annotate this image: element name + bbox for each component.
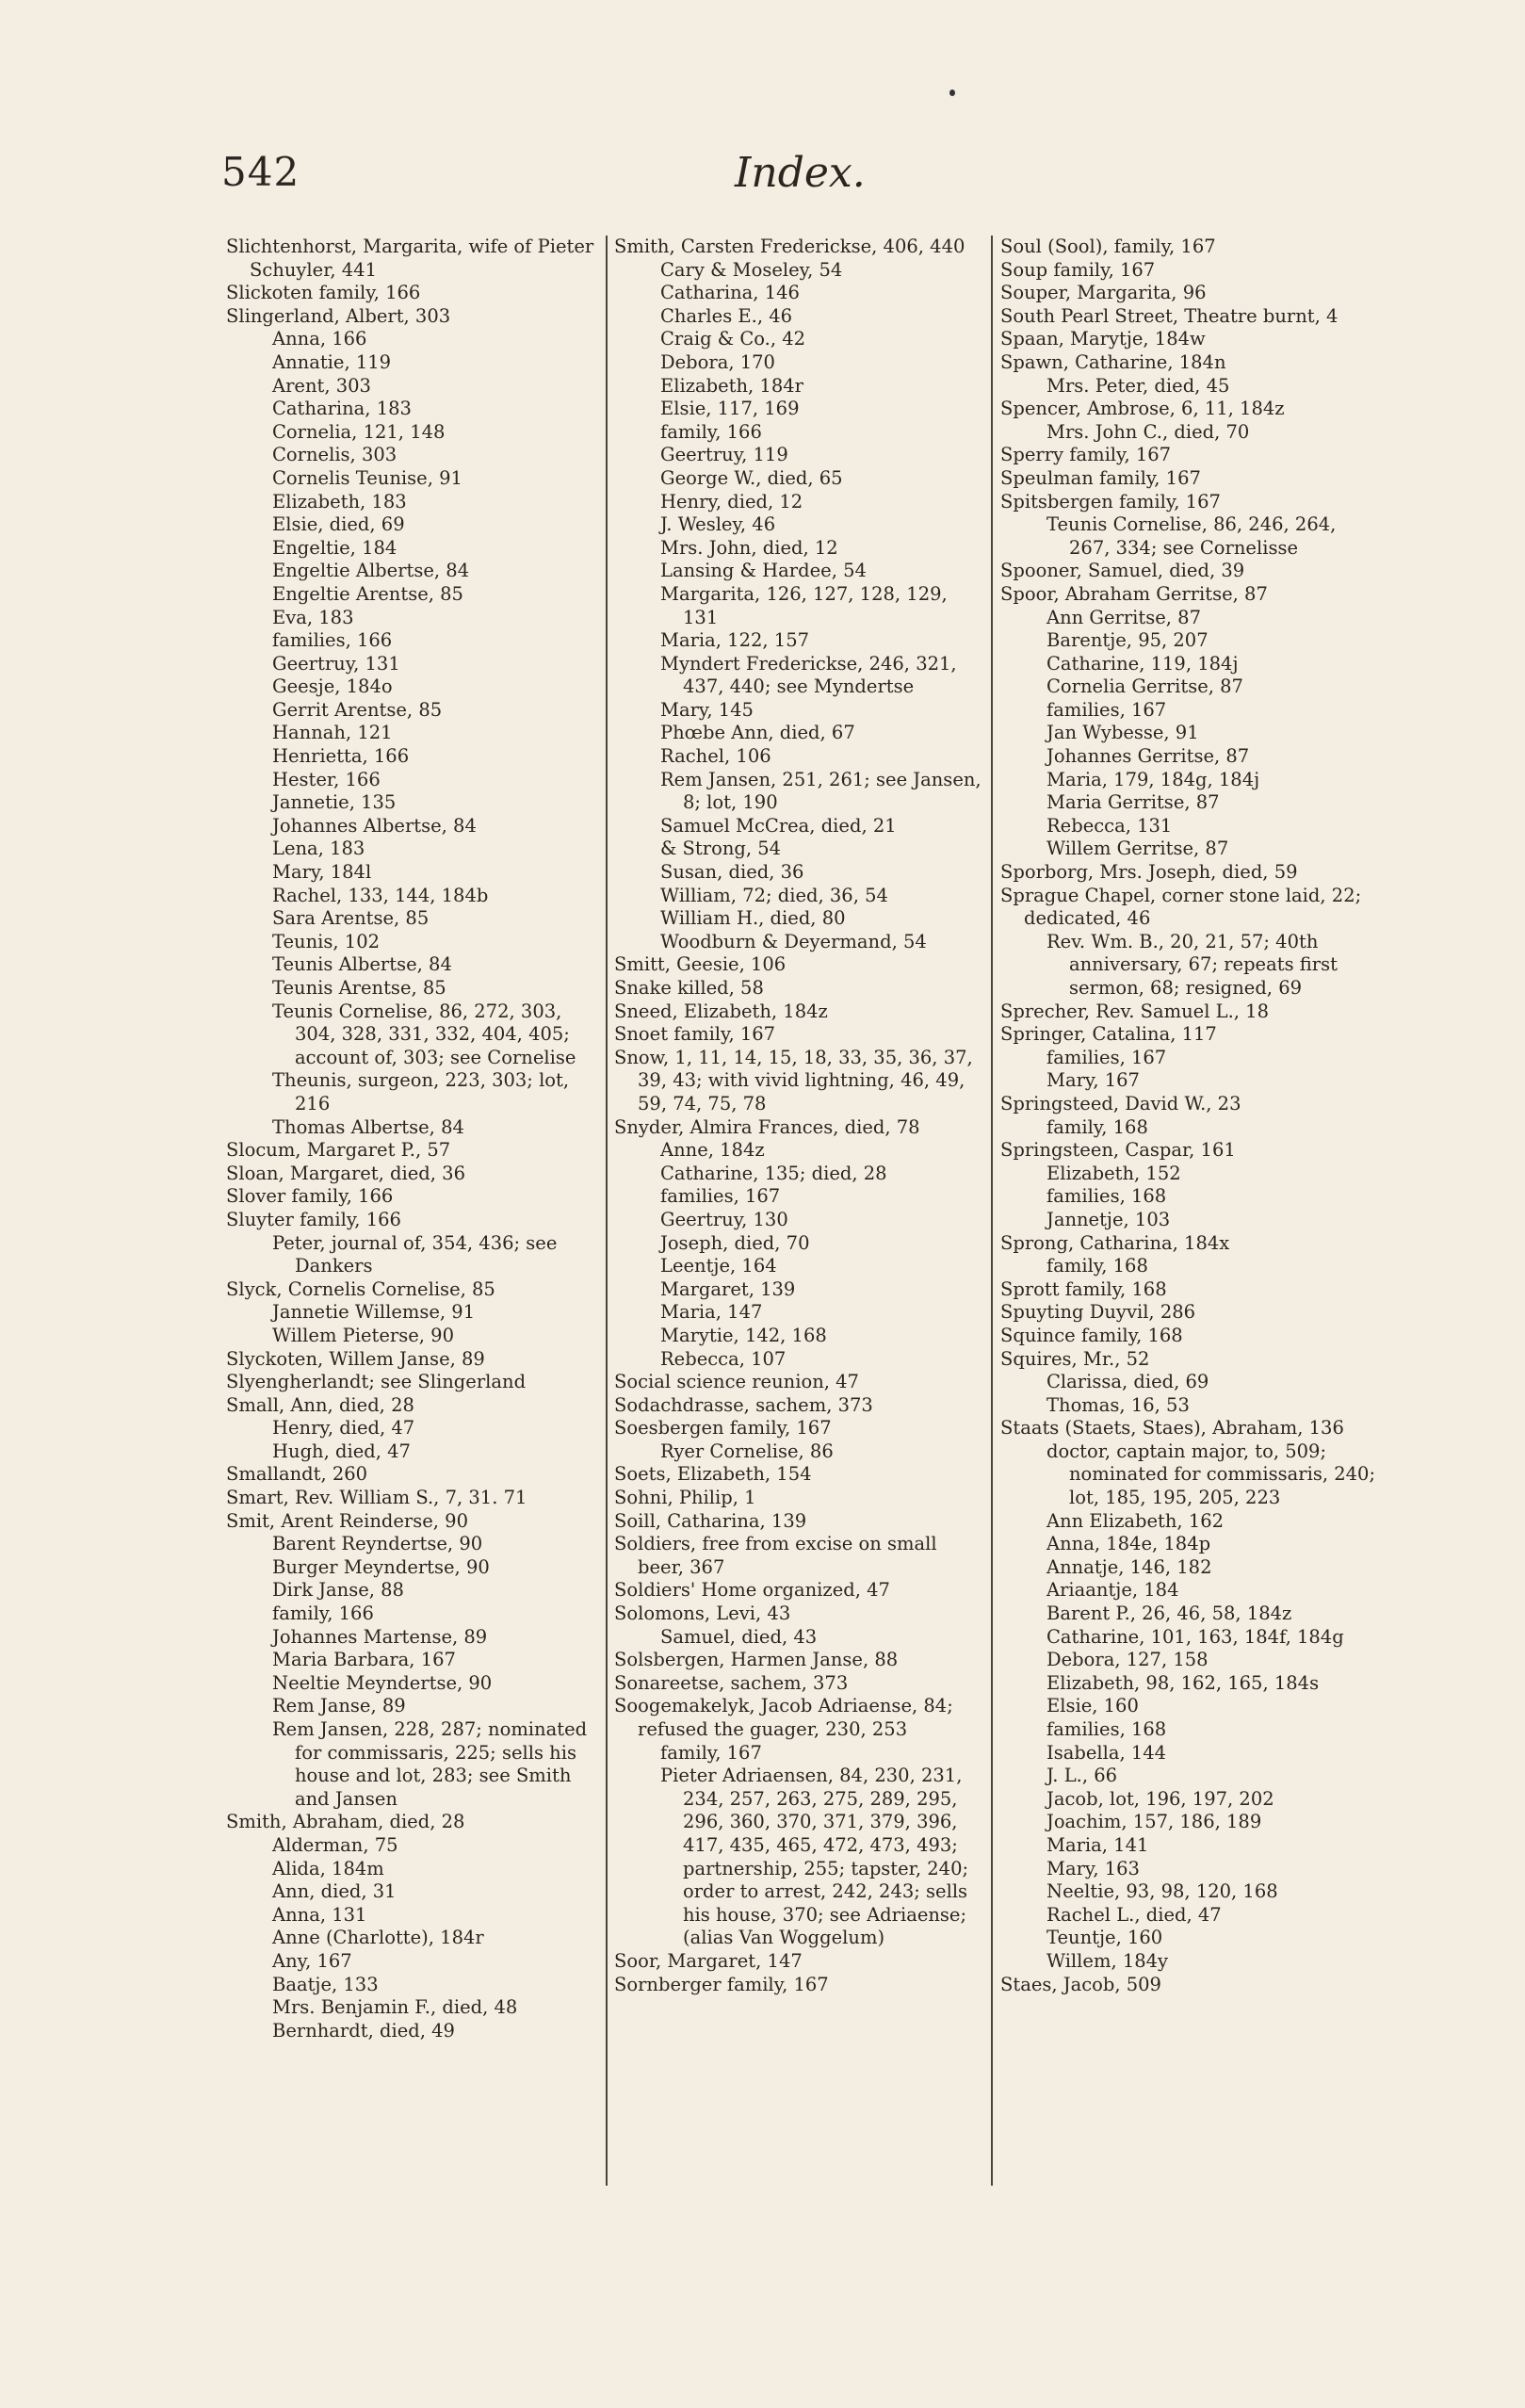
index-subentry: Engeltie Albertse, 84 xyxy=(272,560,470,582)
index-entry: Staes, Jacob, 509 xyxy=(1000,1973,1161,1995)
index-subentry: Maria Barbara, 167 xyxy=(272,1649,456,1671)
index-subentry: Maria, 141 xyxy=(1046,1833,1149,1856)
index-entry: Slickoten family, 166 xyxy=(226,282,421,304)
index-subentry: Gerrit Arentse, 85 xyxy=(272,698,443,721)
index-subentry: Mary, 163 xyxy=(1046,1857,1140,1879)
index-entry: Squires, Mr., 52 xyxy=(1000,1347,1150,1370)
index-subentry: Engeltie, 184 xyxy=(272,536,397,559)
index-entry: Sloan, Margaret, died, 36 xyxy=(226,1162,465,1184)
index-subentry: Anne, 184z xyxy=(660,1139,765,1162)
index-entry: Squince family, 168 xyxy=(1000,1324,1183,1346)
index-subentry: Ann Gerritse, 87 xyxy=(1046,606,1201,628)
index-subentry: George W., died, 65 xyxy=(660,466,843,489)
index-subentry: Catharine, 135; died, 28 xyxy=(660,1162,887,1184)
index-subentry: Marytie, 142, 168 xyxy=(660,1324,827,1346)
index-subentry: Willem Pieterse, 90 xyxy=(272,1324,454,1346)
index-subentry: Elizabeth, 183 xyxy=(272,490,407,513)
index-subentry: Rachel, 106 xyxy=(660,745,771,768)
index-subentry: Anna, 131 xyxy=(272,1903,367,1926)
index-subentry: Rebecca, 107 xyxy=(660,1347,787,1370)
ink-speck xyxy=(949,89,955,96)
index-subentry: Annatje, 146, 182 xyxy=(1046,1555,1212,1578)
index-subentry: Peter, journal of, 354, 436; see Dankers xyxy=(272,1231,558,1277)
index-subentry: Jacob, lot, 196, 197, 202 xyxy=(1046,1787,1274,1810)
index-entry: Spencer, Ambrose, 6, 11, 184z xyxy=(1000,398,1285,420)
index-entry: Snyder, Almira Frances, died, 78 xyxy=(614,1115,920,1138)
index-subentry: Annatie, 119 xyxy=(272,350,392,373)
index-subentry: J. Wesley, 46 xyxy=(660,513,776,536)
index-subentry: William H., died, 80 xyxy=(660,907,846,930)
index-subentry: Thomas, 16, 53 xyxy=(1046,1393,1190,1416)
index-subentry: doctor, captain major, to, 509; nominated for commissaris, 240; lot, 185, 195, 205, 223 xyxy=(1046,1440,1376,1509)
index-subentry: Barent Reyndertse, 90 xyxy=(272,1533,483,1555)
index-subentry: Elizabeth, 184r xyxy=(660,374,803,397)
index-subentry: Mary, 145 xyxy=(660,698,754,721)
index-entry: Smith, Carsten Frederickse, 406, 440 xyxy=(614,236,965,257)
index-subentry: Hugh, died, 47 xyxy=(272,1440,411,1462)
index-subentry: Susan, died, 36 xyxy=(660,861,804,884)
index-subentry: Phœbe Ann, died, 67 xyxy=(660,722,855,744)
index-entry: Smith, Abraham, died, 28 xyxy=(226,1811,465,1833)
index-subentry: Anna, 166 xyxy=(272,328,367,350)
index-entry: Souper, Margarita, 96 xyxy=(1000,282,1207,304)
index-subentry: Baatje, 133 xyxy=(272,1973,379,1995)
index-subentry: Teunis Arentse, 85 xyxy=(272,977,446,999)
index-subentry: Elizabeth, 98, 162, 165, 184s xyxy=(1046,1671,1320,1694)
index-subentry: Hester, 166 xyxy=(272,768,381,790)
index-entry: Sperry family, 167 xyxy=(1000,444,1172,466)
index-subentry: Mrs. Benjamin F., died, 48 xyxy=(272,1996,518,2019)
index-subentry: Rachel, 133, 144, 184b xyxy=(272,884,489,906)
index-entry: Sluyter family, 166 xyxy=(226,1208,401,1230)
index-entry: Staats (Staets, Staes), Abraham, 136 xyxy=(1000,1417,1344,1440)
index-subentry: Rev. Wm. B., 20, 21, 57; 40th anniversary, 67; repeats first sermon, 68; resigned, 69 xyxy=(1046,930,1338,999)
index-entry: Sornberger family, 167 xyxy=(614,1973,829,1995)
index-entry: Soill, Catharina, 139 xyxy=(614,1509,807,1532)
index-entry: Sohni, Philip, 1 xyxy=(614,1487,756,1509)
index-entry: Springsteen, Caspar, 161 xyxy=(1000,1139,1236,1162)
index-entry: Spuyting Duyvil, 286 xyxy=(1000,1301,1196,1324)
index-subentry: Cornelia, 121, 148 xyxy=(272,420,446,443)
index-subentry: Woodburn & Deyermand, 54 xyxy=(660,930,927,952)
index-entry: Sprague Chapel, corner stone laid, 22; dedicated, 46 xyxy=(1000,884,1362,930)
index-entry: Soogemakelyk, Jacob Adriaense, 84; refused the guager, 230, 253 xyxy=(614,1695,953,1740)
index-subentry: families, 168 xyxy=(1046,1718,1167,1740)
index-entry: Spaan, Marytje, 184w xyxy=(1000,328,1206,350)
index-entry: Spoor, Abraham Gerritse, 87 xyxy=(1000,582,1268,605)
index-subentry: Mrs. John C., died, 70 xyxy=(1046,420,1250,443)
index-subentry: families, 167 xyxy=(1046,698,1167,721)
index-subentry: Ann, died, 31 xyxy=(272,1880,397,1903)
index-subentry: Elizabeth, 152 xyxy=(1046,1162,1181,1184)
column-rule xyxy=(991,236,993,2186)
index-subentry: Craig & Co., 42 xyxy=(660,328,806,350)
index-subentry: Myndert Frederickse, 246, 321, 437, 440; see Myndertse xyxy=(660,652,957,698)
index-subentry: Anna, 184e, 184p xyxy=(1046,1533,1211,1555)
index-entry: Sprong, Catharina, 184x xyxy=(1000,1231,1230,1254)
index-subentry: family, 168 xyxy=(1046,1115,1148,1138)
index-entry: Soup family, 167 xyxy=(1000,258,1156,281)
index-subentry: Eva, 183 xyxy=(272,606,354,628)
index-entry: Slover family, 166 xyxy=(226,1185,394,1208)
index-entry: Snoet family, 167 xyxy=(614,1023,776,1046)
index-subentry: Margarita, 126, 127, 128, 129, 131 xyxy=(660,582,948,628)
index-subentry: Ann Elizabeth, 162 xyxy=(1046,1509,1225,1532)
index-entry: Solomons, Levi, 43 xyxy=(614,1603,791,1625)
index-subentry: family, 166 xyxy=(660,420,762,443)
index-subentry: Johannes Albertse, 84 xyxy=(272,814,477,837)
index-subentry: Catharina, 146 xyxy=(660,282,800,304)
index-subentry: Any, 167 xyxy=(272,1949,352,1972)
index-entry: Slocum, Margaret P., 57 xyxy=(226,1139,451,1162)
index-subentry: J. L., 66 xyxy=(1046,1765,1118,1787)
index-subentry: Elsie, 117, 169 xyxy=(660,398,800,420)
index-subentry: Margaret, 139 xyxy=(660,1277,796,1300)
index-subentry: Catharine, 101, 163, 184f, 184g xyxy=(1046,1625,1344,1648)
index-subentry: Clarissa, died, 69 xyxy=(1046,1371,1209,1393)
index-entry: Slyck, Cornelis Cornelise, 85 xyxy=(226,1277,495,1300)
index-subentry: Henry, died, 12 xyxy=(660,490,803,513)
index-subentry: Engeltie Arentse, 85 xyxy=(272,582,463,605)
index-subentry: Pieter Adriaensen, 84, 230, 231, 234, 257, 263, 275, 289, 295, 296, 360, 370, 371, 379, 396, 417, 435, 465, 472, 473, 493; partnership, 255; tapster, 240; order to arrest, 242, 243; sells his house, 370; see Adriaense; (alias Van Woggelum) xyxy=(660,1765,969,1949)
index-entry: Snake killed, 58 xyxy=(614,977,764,999)
index-subentry: family, 168 xyxy=(1046,1255,1148,1277)
index-subentry: Henrietta, 166 xyxy=(272,745,410,768)
index-subentry: Jannetje, 103 xyxy=(1046,1208,1171,1230)
index-entry: Slingerland, Albert, 303 xyxy=(226,304,451,327)
index-entry: Sodachdrasse, sachem, 373 xyxy=(614,1393,873,1416)
index-entry: Smallandt, 260 xyxy=(226,1463,368,1486)
index-entry: Spooner, Samuel, died, 39 xyxy=(1000,560,1245,582)
index-entry: Soul (Sool), family, 167 xyxy=(1000,236,1216,257)
index-subentry: families, 167 xyxy=(1046,1046,1167,1068)
index-subentry: Neeltie Meyndertse, 90 xyxy=(272,1671,493,1694)
index-subentry: Maria, 147 xyxy=(660,1301,763,1324)
index-subentry: Maria, 179, 184g, 184j xyxy=(1046,768,1260,790)
index-subentry: Cornelis Teunise, 91 xyxy=(272,466,462,489)
index-subentry: Geesje, 184o xyxy=(272,675,393,698)
index-entry: Small, Ann, died, 28 xyxy=(226,1393,414,1416)
index-subentry: Jan Wybesse, 91 xyxy=(1046,722,1199,744)
index-subentry: Mrs. John, died, 12 xyxy=(660,536,838,559)
index-column-3 xyxy=(1000,236,1377,2186)
index-subentry: Rem Janse, 89 xyxy=(272,1695,406,1717)
index-column-2 xyxy=(614,236,983,2186)
index-entry: Springer, Catalina, 117 xyxy=(1000,1023,1217,1046)
index-subentry: Mrs. Peter, died, 45 xyxy=(1046,374,1230,397)
index-subentry: Teunis, 102 xyxy=(272,930,381,952)
index-subentry: Leentje, 164 xyxy=(660,1255,777,1277)
index-subentry: Catharine, 119, 184j xyxy=(1046,652,1239,675)
index-subentry: Henry, died, 47 xyxy=(272,1417,415,1440)
index-entry: Smit, Arent Reinderse, 90 xyxy=(226,1509,468,1532)
index-entry: Smart, Rev. William S., 7, 31. 71 xyxy=(226,1487,527,1509)
index-subentry: Charles E., 46 xyxy=(660,304,793,327)
index-subentry: Barentje, 95, 207 xyxy=(1046,629,1209,652)
index-subentry: Arent, 303 xyxy=(272,374,371,397)
index-entry: Sonareetse, sachem, 373 xyxy=(614,1671,849,1694)
index-subentry: Samuel McCrea, died, 21 xyxy=(660,814,897,837)
index-subentry: Cornelis, 303 xyxy=(272,444,397,466)
index-subentry: Sara Arentse, 85 xyxy=(272,907,430,930)
index-subentry: & Strong, 54 xyxy=(660,838,782,860)
index-subentry: Joachim, 157, 186, 189 xyxy=(1046,1811,1262,1833)
index-subentry: Johannes Martense, 89 xyxy=(272,1625,488,1648)
index-subentry: Willem, 184y xyxy=(1046,1949,1169,1972)
index-entry: Slichtenhorst, Margarita, wife of Pieter Schuyler, 441 xyxy=(226,236,594,281)
index-subentry: Rebecca, 131 xyxy=(1046,814,1173,837)
index-subentry: Thomas Albertse, 84 xyxy=(272,1115,464,1138)
index-entry: Spawn, Catharine, 184n xyxy=(1000,350,1226,373)
index-subentry: William, 72; died, 36, 54 xyxy=(660,884,888,906)
index-subentry: families, 167 xyxy=(660,1185,781,1208)
index-entry: Sprott family, 168 xyxy=(1000,1277,1167,1300)
index-subentry: Isabella, 144 xyxy=(1046,1741,1167,1764)
index-entry: Sneed, Elizabeth, 184z xyxy=(614,1000,828,1022)
index-entry: Sporborg, Mrs. Joseph, died, 59 xyxy=(1000,861,1298,884)
index-subentry: Dirk Janse, 88 xyxy=(272,1579,404,1602)
index-subentry: Johannes Gerritse, 87 xyxy=(1046,745,1250,768)
index-entry: Slyckoten, Willem Janse, 89 xyxy=(226,1347,485,1370)
index-subentry: Geertruy, 131 xyxy=(272,652,400,675)
index-entry: Slyengherlandt; see Slingerland xyxy=(226,1371,527,1393)
index-subentry: Mary, 184l xyxy=(272,861,372,884)
index-subentry: Debora, 170 xyxy=(660,350,775,373)
index-subentry: Rem Jansen, 251, 261; see Jansen, 8; lot, 190 xyxy=(660,768,982,814)
index-subentry: Maria, 122, 157 xyxy=(660,629,810,652)
index-subentry: Elsie, died, 69 xyxy=(272,513,405,536)
index-entry: Social science reunion, 47 xyxy=(614,1371,859,1393)
index-column-1 xyxy=(226,236,595,2186)
index-subentry: Bernhardt, died, 49 xyxy=(272,2019,455,2042)
index-entry: Soets, Elizabeth, 154 xyxy=(614,1463,812,1486)
index-subentry: Lena, 183 xyxy=(272,838,365,860)
index-subentry: families, 166 xyxy=(272,629,393,652)
index-subentry: Anne (Charlotte), 184r xyxy=(272,1927,484,1949)
index-entry: Soor, Margaret, 147 xyxy=(614,1949,803,1972)
index-subentry: Mary, 167 xyxy=(1046,1069,1140,1092)
index-entry: Soesbergen family, 167 xyxy=(614,1417,832,1440)
index-subentry: Lansing & Hardee, 54 xyxy=(660,560,867,582)
index-subentry: Catharina, 183 xyxy=(272,398,412,420)
index-entry: Soldiers' Home organized, 47 xyxy=(614,1579,890,1602)
index-entry: Sprecher, Rev. Samuel L., 18 xyxy=(1000,1000,1269,1022)
page-number: 542 xyxy=(221,149,300,195)
running-head: Index. xyxy=(735,149,866,197)
index-subentry: Barent P., 26, 46, 58, 184z xyxy=(1046,1603,1292,1625)
index-subentry: Teunis Cornelise, 86, 272, 303, 304, 328, 331, 332, 404, 405; account of, 303; see Cornelise xyxy=(272,1000,576,1068)
index-subentry: families, 168 xyxy=(1046,1185,1167,1208)
index-subentry: Jannetie Willemse, 91 xyxy=(272,1301,476,1324)
index-entry: Soldiers, free from excise on small beer, 367 xyxy=(614,1533,937,1578)
index-entry: Solsbergen, Harmen Janse, 88 xyxy=(614,1649,899,1671)
index-subentry: Samuel, died, 43 xyxy=(660,1625,818,1648)
index-subentry: Debora, 127, 158 xyxy=(1046,1649,1209,1671)
index-subentry: Maria Gerritse, 87 xyxy=(1046,791,1220,814)
column-rule xyxy=(606,236,608,2186)
index-subentry: Geertruy, 130 xyxy=(660,1208,788,1230)
index-subentry: Ryer Cornelise, 86 xyxy=(660,1440,834,1462)
index-subentry: Alida, 184m xyxy=(272,1857,384,1879)
index-entry: Springsteed, David W., 23 xyxy=(1000,1092,1241,1115)
index-subentry: Cornelia Gerritse, 87 xyxy=(1046,675,1243,698)
index-entry: Smitt, Geesie, 106 xyxy=(614,953,787,976)
index-subentry: Jannetie, 135 xyxy=(272,791,397,814)
index-subentry: Joseph, died, 70 xyxy=(660,1231,810,1254)
index-subentry: Rem Jansen, 228, 287; nominated for commissaris, 225; sells his house and lot, 283; see Smith and Jansen xyxy=(272,1718,588,1810)
index-subentry: Hannah, 121 xyxy=(272,722,393,744)
index-entry: South Pearl Street, Theatre burnt, 4 xyxy=(1000,304,1338,327)
index-subentry: Elsie, 160 xyxy=(1046,1695,1139,1717)
index-subentry: Teuntje, 160 xyxy=(1046,1927,1163,1949)
index-entry: Speulman family, 167 xyxy=(1000,466,1201,489)
index-subentry: Cary & Moseley, 54 xyxy=(660,258,843,281)
index-subentry: Geertruy, 119 xyxy=(660,444,788,466)
index-entry: Spitsbergen family, 167 xyxy=(1000,490,1221,513)
index-subentry: Theunis, surgeon, 223, 303; lot, 216 xyxy=(272,1069,570,1115)
index-subentry: Rachel L., died, 47 xyxy=(1046,1903,1222,1926)
index-subentry: Alderman, 75 xyxy=(272,1833,398,1856)
index-subentry: Neeltie, 93, 98, 120, 168 xyxy=(1046,1880,1278,1903)
index-subentry: family, 167 xyxy=(660,1741,762,1764)
index-subentry: family, 166 xyxy=(272,1603,374,1625)
index-subentry: Burger Meyndertse, 90 xyxy=(272,1555,490,1578)
index-subentry: Ariaantje, 184 xyxy=(1046,1579,1179,1602)
index-subentry: Willem Gerritse, 87 xyxy=(1046,838,1229,860)
index-entry: Snow, 1, 11, 14, 15, 18, 33, 35, 36, 37, 39, 43; with vivid lightning, 46, 49, 59, 74, 75, 78 xyxy=(614,1046,973,1115)
index-subentry: Teunis Cornelise, 86, 246, 264, 267, 334; see Cornelisse xyxy=(1046,513,1337,559)
index-subentry: Teunis Albertse, 84 xyxy=(272,953,452,976)
